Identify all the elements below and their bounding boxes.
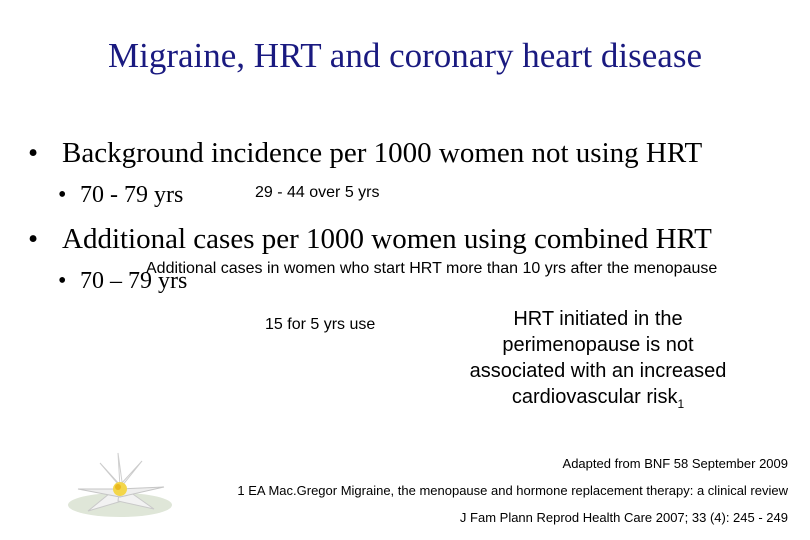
background-incidence-value: 29 - 44 over 5 yrs — [255, 184, 380, 201]
additional-cases-note: Additional cases in women who start HRT more than 10 yrs after the menopause — [146, 260, 718, 277]
bullet-marker: • — [28, 137, 39, 169]
water-lily-icon — [60, 445, 180, 525]
bullet-marker: • — [28, 223, 39, 255]
bullet-marker: • — [58, 268, 67, 294]
bullet-marker: • — [58, 182, 67, 208]
bullet-background-incidence — [28, 137, 702, 170]
sub-bullet-text: 70 – 79 yrs — [80, 268, 188, 294]
bullet-additional-cases — [28, 223, 712, 256]
reference-bnf: Adapted from BNF 58 September 2009 — [562, 456, 788, 471]
bullet-text: Additional cases per 1000 women using combined HRT — [62, 223, 712, 255]
sub-bullet-text: 70 - 79 yrs — [80, 182, 184, 208]
slide-title: Migraine, HRT and coronary heart disease — [108, 36, 702, 75]
bullet-text: Background incidence per 1000 women not using HRT — [62, 137, 703, 169]
reference-journal: J Fam Plann Reprod Health Care 2007; 33 (4): 245 - 249 — [459, 510, 788, 525]
sub-bullet-age-range-1 — [58, 182, 183, 209]
callout-text: HRT initiated in the perimenopause is not associated with an increased cardiovascular risk — [469, 308, 727, 408]
additional-cases-value: 15 for 5 yrs use — [265, 316, 376, 333]
reference-macgregor: 1 EA Mac.Gregor Migraine, the menopause and hormone replacement therapy: a clinical review — [237, 483, 788, 498]
perimenopause-callout — [458, 306, 738, 417]
callout-footnote-marker: 1 — [677, 397, 685, 411]
